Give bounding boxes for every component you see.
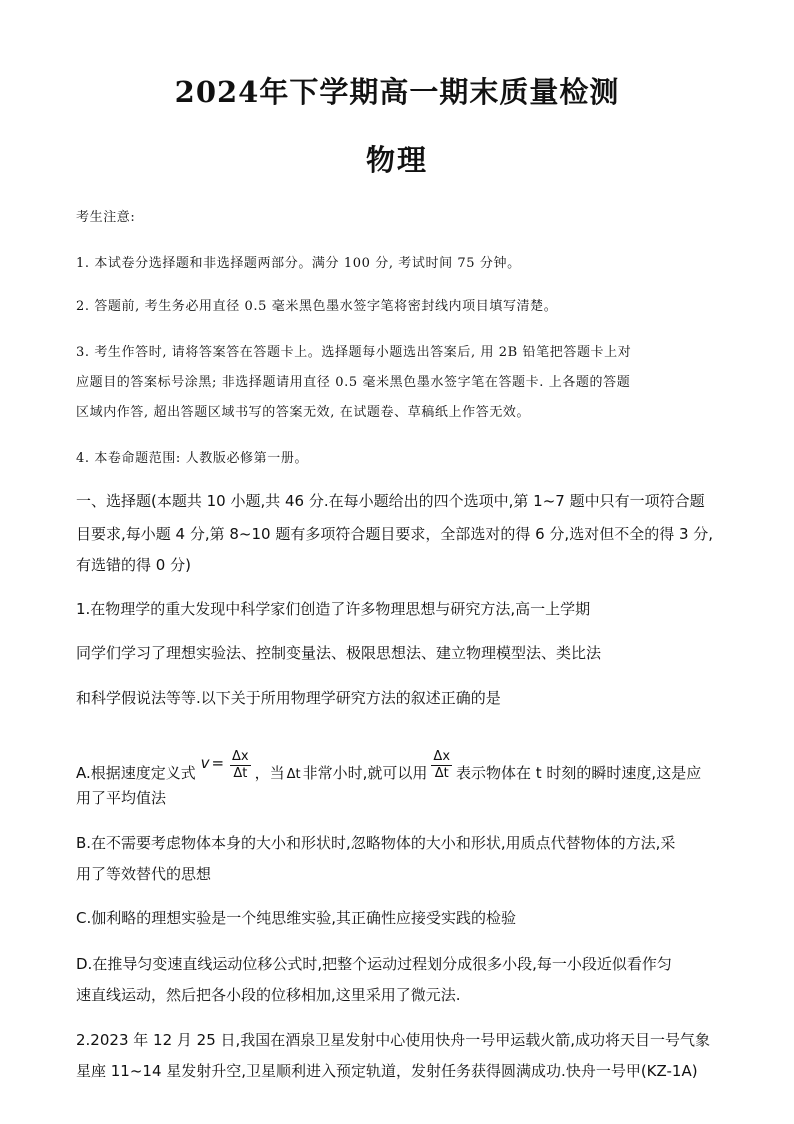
notice-item-4: 4. 本卷命题范围: 人教版必修第一册。 xyxy=(76,451,309,466)
notice-item-3-line-3: 区域内作答, 超出答题区域书写的答案无效, 在试题卷、草稿纸上作答无效。 xyxy=(76,405,531,420)
question-1-option-d-line-1: D.在推导匀变速直线运动位移公式时,把整个运动过程划分成很多小段,每一小段近似看作匀 xyxy=(76,955,672,973)
notice-item-2: 2. 答题前, 考生务必用直径 0.5 毫米黑色墨水签字笔将密封线内项目填写清楚。 xyxy=(76,299,558,314)
fraction-denominator: Δt xyxy=(233,766,248,781)
notice-item-3-line-1: 3. 考生作答时, 请将答案答在答题卡上。选择题每小题选出答案后, 用 2B 铅笔把答题卡上对 xyxy=(76,345,632,360)
section-1-instructions-line-2: 目要求,每小题 4 分,第 8~10 题有多项符合题目要求，全部选对的得 6 分,选对但不全的得 3 分, xyxy=(76,525,714,543)
delta-t-symbol: Δt xyxy=(286,767,301,782)
exam-title: 2024年下学期高一期末质量检测 xyxy=(174,75,620,109)
subject-title: 物理 xyxy=(365,143,428,177)
question-1-option-b-line-2: 用了等效替代的思想 xyxy=(76,865,212,883)
question-1-option-c: C.伽利略的理想实验是一个纯思维实验,其正确性应接受实践的检验 xyxy=(76,909,517,927)
velocity-symbol: v xyxy=(200,754,210,772)
equals-sign: = xyxy=(211,754,225,772)
option-a-text-when: ，当 xyxy=(254,764,285,782)
fraction-numerator: Δx xyxy=(232,749,249,764)
question-1-option-a-line-2: 用了平均值法 xyxy=(76,789,167,807)
question-1-stem-line-3: 和科学假说法等等.以下关于所用物理学研究方法的叙述正确的是 xyxy=(76,689,501,707)
section-1-instructions-line-1: 一、选择题(本题共 10 小题,共 46 分.在每小题给出的四个选项中,第 1~7 题中只有一项符合题 xyxy=(76,492,705,510)
question-1-stem-line-1: 1.在物理学的重大发现中科学家们创造了许多物理思想与研究方法,高一上学期 xyxy=(76,600,591,618)
question-2-line-1: 2.2023 年 12 月 25 日,我国在酒泉卫星发射中心使用快舟一号甲运载火箭,成功将天目一号气象 xyxy=(76,1031,711,1049)
question-1-option-d-line-2: 速直线运动，然后把各小段的位移相加,这里采用了微元法. xyxy=(76,986,461,1004)
ratio-denominator: Δt xyxy=(434,766,449,781)
option-a-text-start: A.根据速度定义式 xyxy=(76,764,196,782)
option-a-text-middle: 非常小时,就可以用 xyxy=(302,764,428,782)
ratio-fraction xyxy=(431,749,452,782)
question-1-option-b-line-1: B.在不需要考虑物体本身的大小和形状时,忽略物体的大小和形状,用质点代替物体的方法,采 xyxy=(76,834,676,852)
notice-item-3-line-2: 应题目的答案标号涂黑; 非选择题请用直径 0.5 毫米黑色墨水签字笔在答题卡. 上各题的答题 xyxy=(76,375,631,390)
notice-item-1: 1. 本试卷分选择题和非选择题两部分。满分 100 分, 考试时间 75 分钟。 xyxy=(76,256,521,271)
option-a-text-end: 表示物体在 t 时刻的瞬时速度,这是应 xyxy=(456,764,702,782)
section-1-instructions-line-3: 有选错的得 0 分) xyxy=(76,556,191,574)
velocity-fraction xyxy=(230,749,251,782)
question-1-stem-line-2: 同学们学习了理想实验法、控制变量法、极限思想法、建立物理模型法、类比法 xyxy=(76,644,602,662)
ratio-numerator: Δx xyxy=(433,749,451,764)
notice-heading: 考生注意: xyxy=(76,210,136,225)
question-2-line-2: 星座 11~14 星发射升空,卫星顺利进入预定轨道，发射任务获得圆满成功.快舟一号甲(KZ-1A) xyxy=(76,1062,698,1080)
